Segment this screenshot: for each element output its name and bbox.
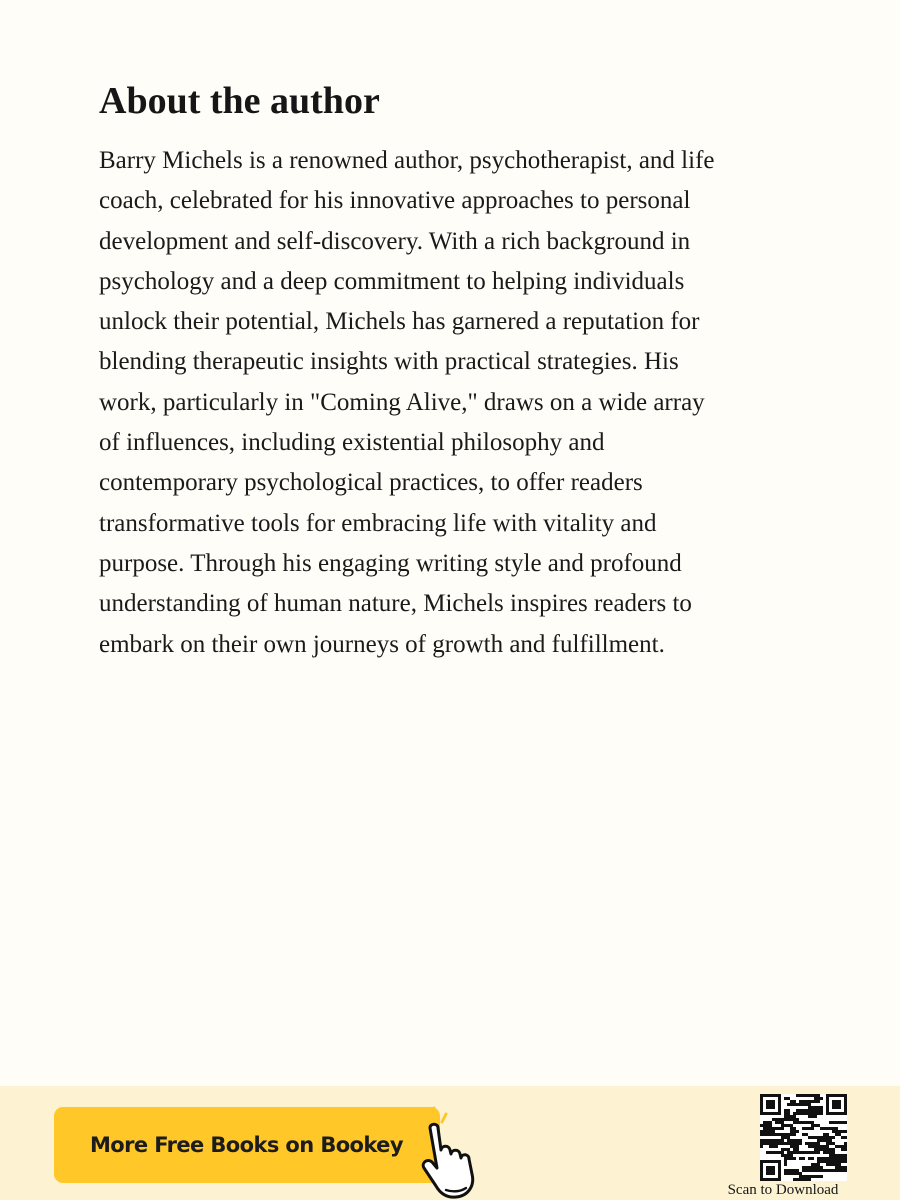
bio-line: of influences, including existential philosophy and: [99, 429, 605, 457]
qr-caption: Scan to Download: [727, 1182, 839, 1198]
bio-line: blending therapeutic insights with practical strategies. His: [99, 348, 679, 376]
bio-line: transformative tools for embracing life with vitality and: [99, 509, 657, 537]
bio-line: contemporary psychological practices, to offer readers: [99, 469, 643, 497]
pointing-hand-icon[interactable]: [408, 1104, 490, 1200]
bio-line: purpose. Through his engaging writing style and profound: [99, 549, 682, 577]
page-title: About the author: [99, 80, 380, 122]
qr-code-icon: [760, 1094, 847, 1181]
bio-line: psychology and a deep commitment to helping individuals: [99, 267, 685, 295]
bio-line: understanding of human nature, Michels inspires readers to: [99, 590, 692, 618]
bio-line: coach, celebrated for his innovative approaches to personal: [99, 187, 691, 215]
bio-line: embark on their own journeys of growth and fulfillment.: [99, 630, 665, 658]
more-free-books-button[interactable]: More Free Books on Bookey: [54, 1107, 440, 1183]
bio-line: work, particularly in "Coming Alive," draws on a wide array: [99, 388, 705, 416]
bio-line: unlock their potential, Michels has garnered a reputation for: [99, 308, 700, 336]
bio-line: Barry Michels is a renowned author, psychotherapist, and life: [99, 147, 715, 174]
bio-line: development and self-discovery. With a rich background in: [99, 227, 691, 255]
author-bio: [99, 141, 819, 665]
